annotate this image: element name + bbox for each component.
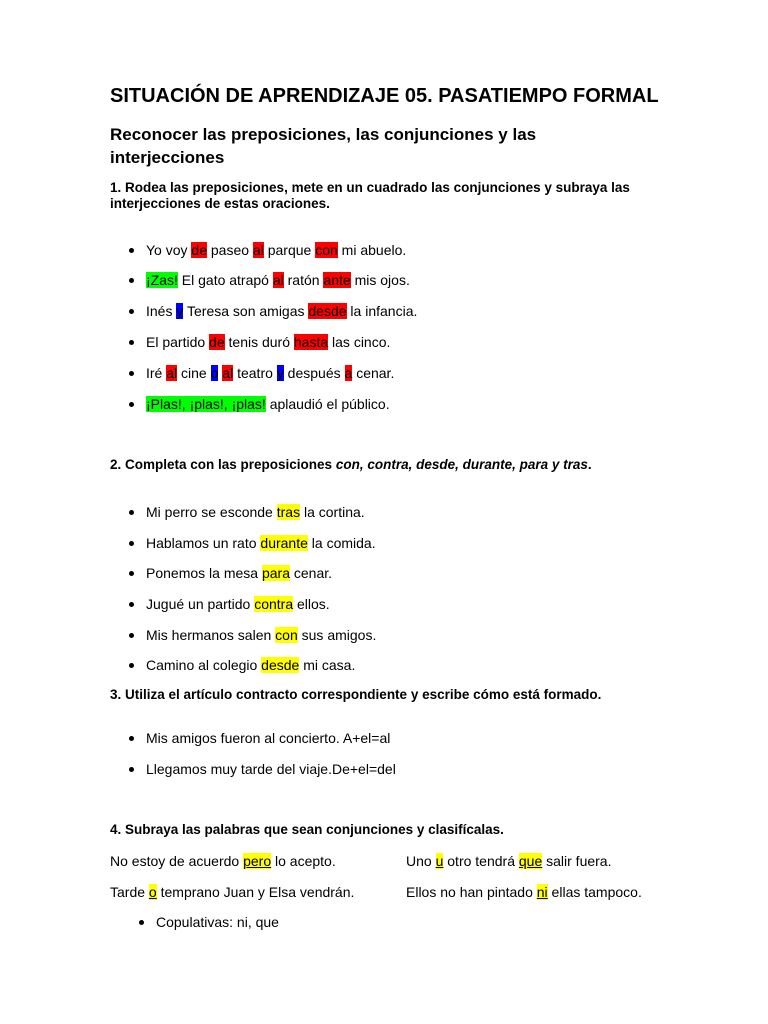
preposition-highlight: al <box>222 365 234 381</box>
answer-highlight: durante <box>260 535 308 551</box>
answer-highlight: contra <box>254 596 294 612</box>
bullet-icon <box>129 602 134 607</box>
text: Iré <box>146 365 167 381</box>
text: teatro <box>233 365 277 381</box>
answer-highlight: tras <box>276 504 301 520</box>
list-item <box>146 627 376 643</box>
list-item <box>146 730 390 746</box>
conjunction-underline: pero <box>243 853 272 869</box>
answer-highlight: con <box>275 627 298 643</box>
question-2-heading <box>110 457 592 473</box>
conjunction-highlight: o <box>210 365 219 381</box>
text: El gato atrapó <box>177 272 273 288</box>
bullet-icon <box>129 309 134 314</box>
list-item <box>146 504 365 520</box>
preposition-highlight: al <box>166 365 178 381</box>
text: Hablamos un rato <box>146 535 261 551</box>
bullet-icon <box>129 571 134 576</box>
text: mi abuelo. <box>337 242 407 258</box>
preposition-highlight: de <box>191 242 207 258</box>
sentence-right-1 <box>406 853 611 869</box>
text: El partido <box>146 334 210 350</box>
question-4-heading: 4. Subraya las palabras que sean conjunciones y clasifícalas. <box>110 822 504 837</box>
text: temprano Juan y Elsa vendrán. <box>156 884 355 900</box>
preposition-highlight: al <box>272 272 284 288</box>
text: Yo voy <box>146 242 192 258</box>
heading-text: 2. Completa con las preposiciones <box>110 457 336 472</box>
text: Teresa son amigas <box>183 303 309 319</box>
text: ratón <box>283 272 324 288</box>
answer-highlight: para <box>261 565 290 581</box>
preposition-highlight: hasta <box>293 334 329 350</box>
bullet-icon <box>139 920 144 925</box>
list-item <box>146 365 394 381</box>
sentence-left-1 <box>110 853 336 869</box>
question-3-heading: 3. Utiliza el artículo contracto correspondiente y escribe cómo está formado. <box>110 687 602 702</box>
bullet-icon <box>129 340 134 345</box>
question-1-heading: 1. Rodea las preposiciones, mete en un cuadrado las conjunciones y subraya las interjecciones de estas oraciones. <box>110 180 630 211</box>
bullet-icon <box>129 371 134 376</box>
text: tenis duró <box>224 334 294 350</box>
bullet-icon <box>129 736 134 741</box>
text: ellos. <box>293 596 330 612</box>
bullet-icon <box>129 663 134 668</box>
conjunction-highlight: y <box>276 365 284 381</box>
interjection-highlight: ¡Zas! <box>146 272 178 288</box>
heading-text: . <box>587 457 592 472</box>
preposition-highlight: ante <box>323 272 351 288</box>
text: mi casa. <box>299 657 356 673</box>
text: mis ojos. <box>350 272 410 288</box>
preposition-highlight: a <box>344 365 353 381</box>
text: sus amigos. <box>297 627 377 643</box>
preposition-highlight: al <box>252 242 264 258</box>
list-item <box>146 596 330 612</box>
text: Jugué un partido <box>146 596 255 612</box>
list-item <box>146 565 332 581</box>
list-item <box>146 334 390 350</box>
text: lo acepto. <box>271 853 336 869</box>
conjunction-underline: que <box>518 853 543 869</box>
text: cine <box>177 365 211 381</box>
text: Mis hermanos salen <box>146 627 276 643</box>
bullet-icon <box>129 248 134 253</box>
answer-highlight: desde <box>261 657 300 673</box>
list-item <box>146 242 406 258</box>
text: Tarde <box>110 884 149 900</box>
text: Ponemos la mesa <box>146 565 262 581</box>
conjunction-highlight: y <box>176 303 184 319</box>
text: Mis amigos fueron al concierto. A+el=al <box>146 730 391 746</box>
text: la infancia. <box>346 303 418 319</box>
text: ellas tampoco. <box>547 884 642 900</box>
list-item <box>146 761 396 777</box>
page-title: SITUACIÓN DE APRENDIZAJE 05. PASATIEMPO FORMAL <box>110 85 659 107</box>
conjunction-underline: ni <box>536 884 548 900</box>
bullet-icon <box>129 402 134 407</box>
list-item <box>146 535 376 551</box>
text: paseo <box>206 242 253 258</box>
list-item <box>146 396 390 412</box>
text: la cortina. <box>300 504 365 520</box>
page-subtitle: Reconocer las preposiciones, las conjunciones y las interjecciones <box>110 125 537 167</box>
sentence-right-2 <box>406 884 642 900</box>
interjection-highlight: ¡Plas!, ¡plas!, ¡plas! <box>146 396 266 412</box>
list-item <box>146 303 417 319</box>
text: cenar. <box>352 365 395 381</box>
text: Camino al colegio <box>146 657 262 673</box>
bullet-icon <box>129 541 134 546</box>
bullet-icon <box>129 767 134 772</box>
conjunction-underline: u <box>435 853 444 869</box>
text: Llegamos muy tarde del viaje.De+el=del <box>146 761 396 777</box>
text: Copulativas: ni, que <box>156 914 279 930</box>
text: Ellos no han pintado <box>406 884 537 900</box>
text: Uno <box>406 853 436 869</box>
text: la comida. <box>307 535 376 551</box>
sentence-left-2 <box>110 884 354 900</box>
text: las cinco. <box>328 334 391 350</box>
bullet-icon <box>129 278 134 283</box>
text: otro tendrá <box>443 853 519 869</box>
bullet-icon <box>129 633 134 638</box>
text: Mi perro se esconde <box>146 504 277 520</box>
conjunction-underline: o <box>148 884 157 900</box>
text: salir fuera. <box>542 853 612 869</box>
heading-italic: con, contra, desde, durante, para y tras <box>335 457 588 472</box>
bullet-icon <box>129 510 134 515</box>
preposition-highlight: con <box>315 242 338 258</box>
text: después <box>283 365 345 381</box>
preposition-highlight: de <box>209 334 225 350</box>
text: No estoy de acuerdo <box>110 853 244 869</box>
preposition-highlight: desde <box>308 303 347 319</box>
list-item <box>156 914 279 930</box>
text: aplaudió el público. <box>265 396 390 412</box>
text: Inés <box>146 303 177 319</box>
text: parque <box>263 242 316 258</box>
list-item <box>146 657 355 673</box>
text: cenar. <box>289 565 333 581</box>
list-item <box>146 272 410 288</box>
